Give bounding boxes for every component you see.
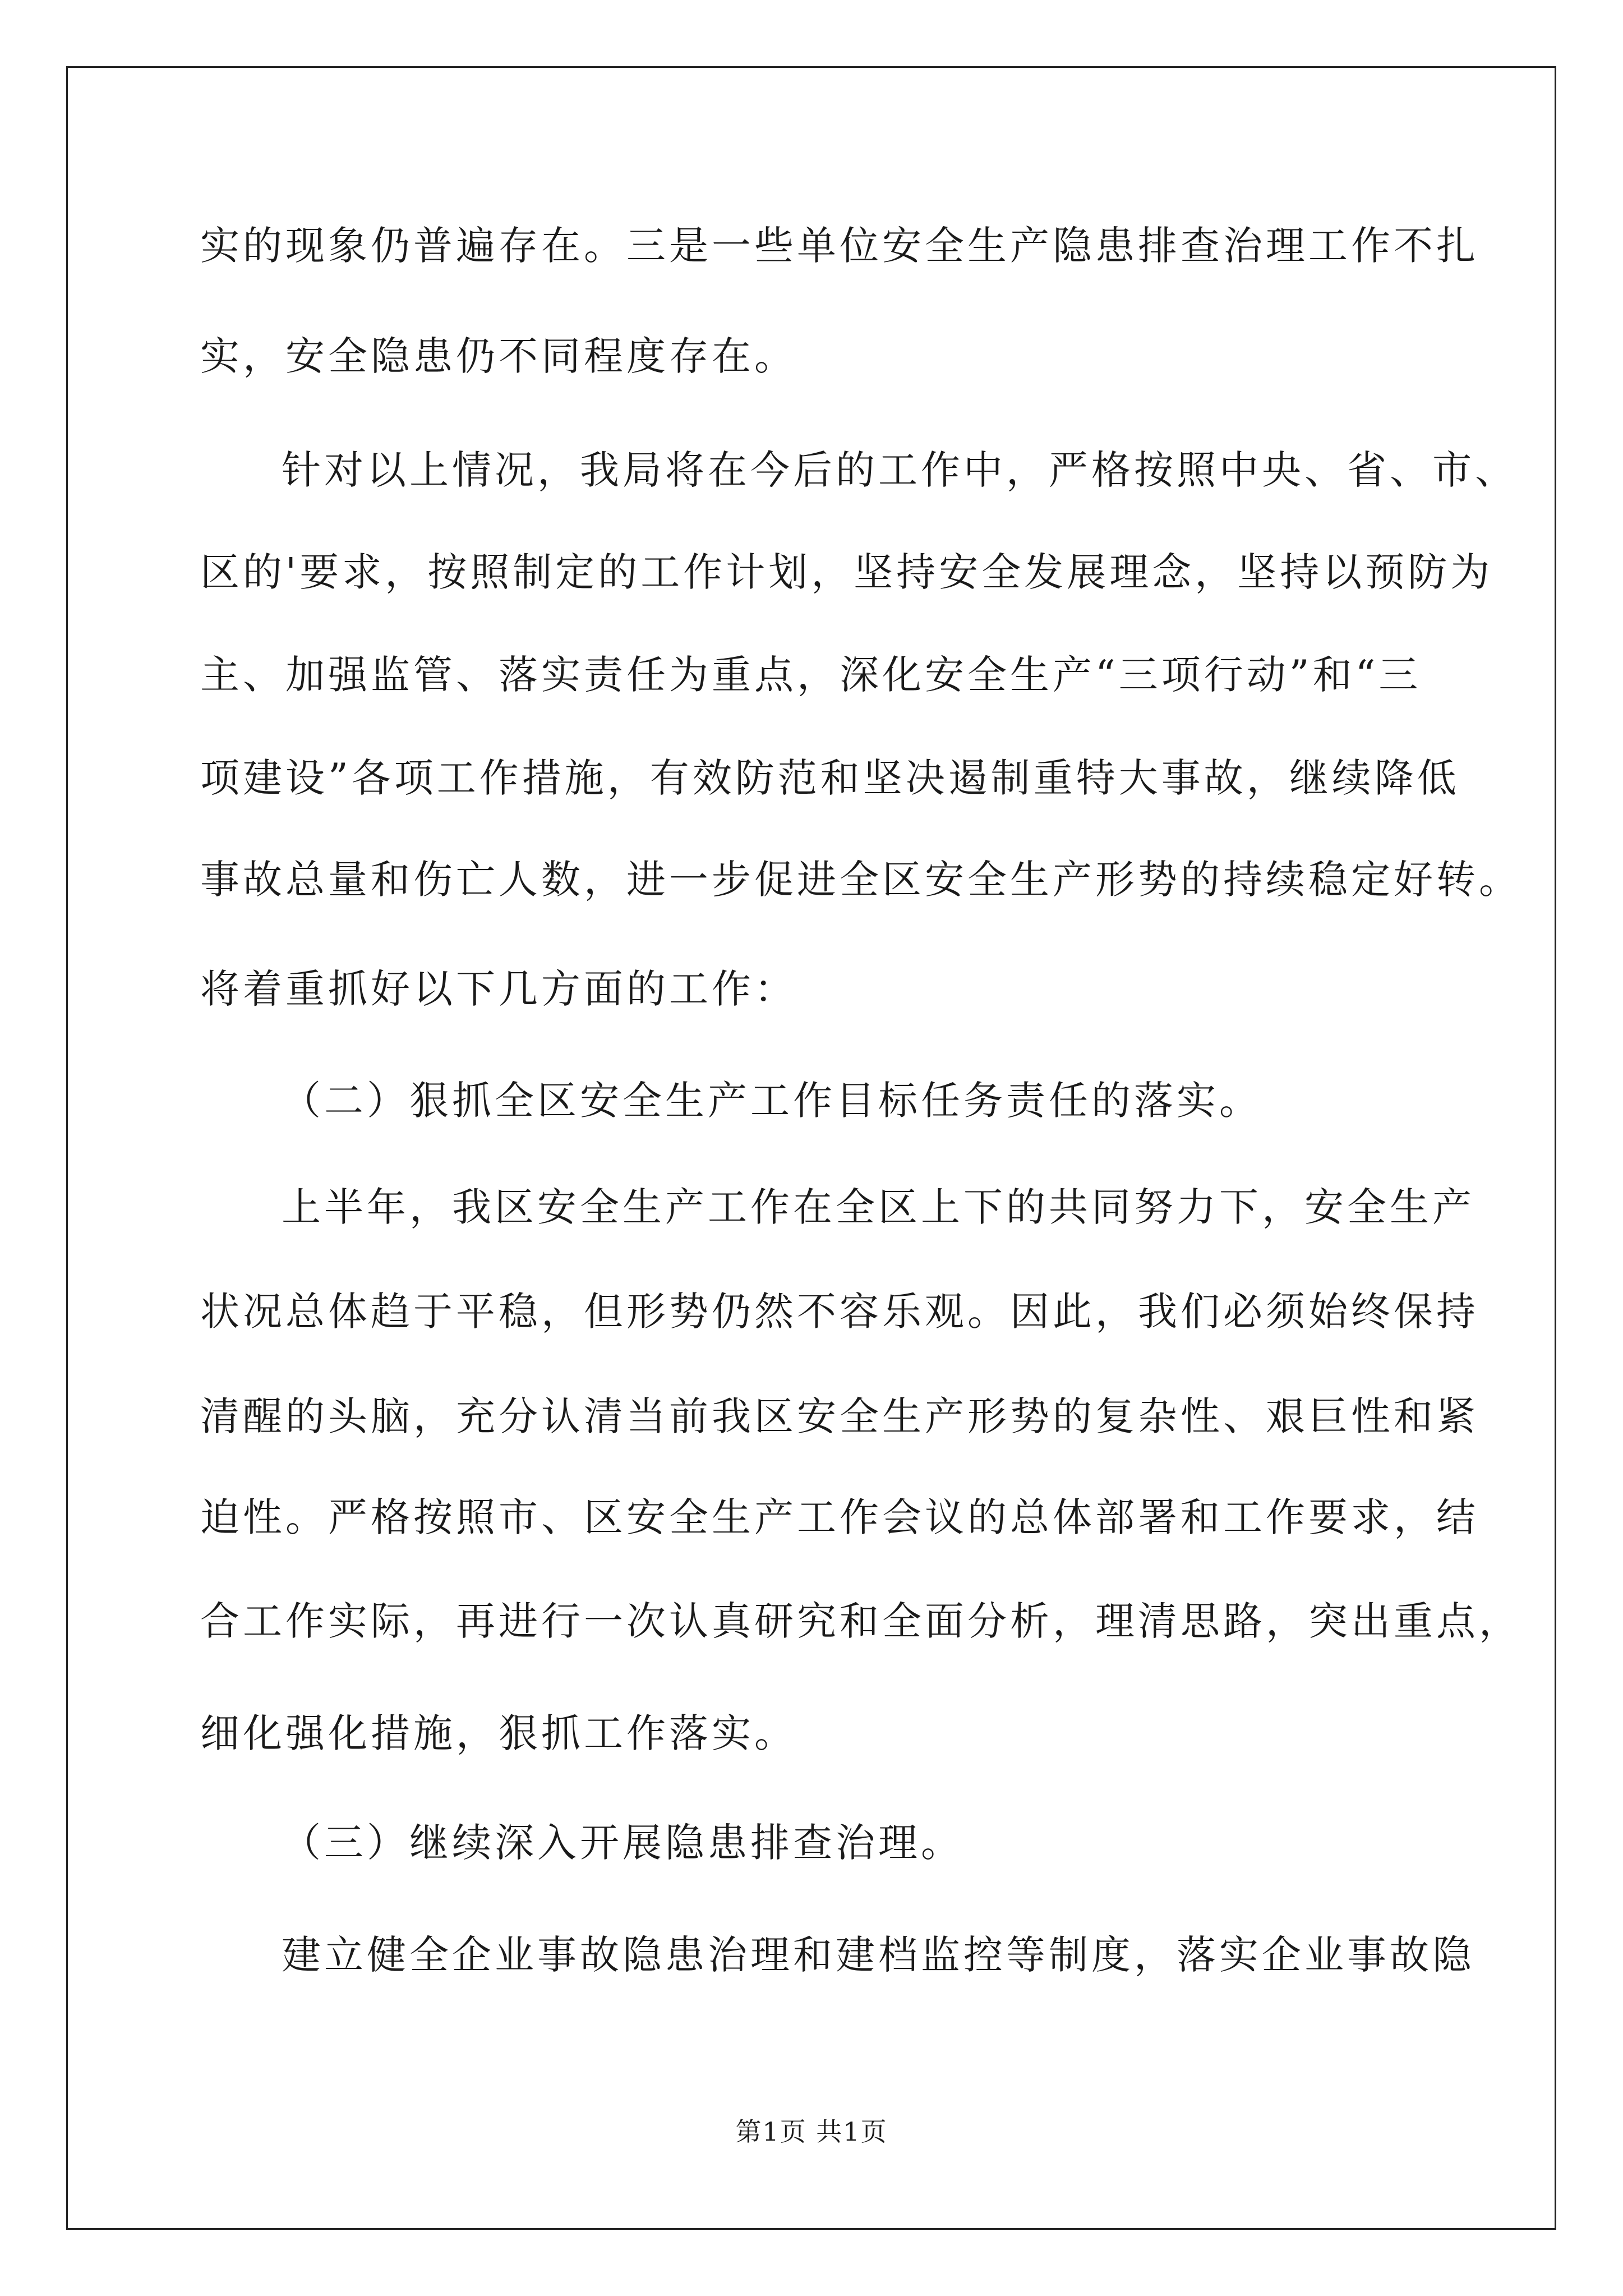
text-line: 细化强化措施，狠抓工作落实。 [200, 1710, 797, 1756]
page-number-footer: 第1页 共1页 [735, 2116, 888, 2147]
paragraph-first-line: 针对以上情况，我局将在今后的工作中，严格按照中央、省、市、 [282, 447, 1518, 493]
text-line: 实，安全隐患仍不同程度存在。 [200, 333, 797, 379]
paragraph-first-line: 建立健全企业事故隐患治理和建档监控等制度，落实企业事故隐 [282, 1932, 1475, 1978]
text-line: 主、加强监管、落实责任为重点，深化安全生产“三项行动”和“三 [200, 652, 1422, 698]
text-line: 区的'要求，按照制定的工作计划，坚持安全发展理念，坚持以预防为 [200, 549, 1493, 595]
text-line: 迫性。严格按照市、区安全生产工作会议的总体部署和工作要求，结 [200, 1494, 1479, 1540]
text-line: 实的现象仍普遍存在。三是一些单位安全生产隐患排查治理工作不扎 [200, 223, 1479, 269]
text-line: 状况总体趋于平稳，但形势仍然不容乐观。因此，我们必须始终保持 [200, 1289, 1479, 1335]
text-line: 清醒的头脑，充分认清当前我区安全生产形势的复杂性、艰巨性和紧 [200, 1393, 1479, 1439]
text-line: 将着重抓好以下几方面的工作： [200, 966, 797, 1012]
section-heading: （三）继续深入开展隐患排查治理。 [282, 1820, 963, 1866]
section-heading: （二）狠抓全区安全生产工作目标任务责任的落实。 [282, 1078, 1262, 1124]
text-line: 事故总量和伤亡人数，进一步促进全区安全生产形势的持续稳定好转。 [200, 857, 1521, 903]
text-line: 合工作实际，再进行一次认真研究和全面分析，理清思路，突出重点， [200, 1598, 1521, 1644]
paragraph-first-line: 上半年，我区安全生产工作在全区上下的共同努力下，安全生产 [282, 1184, 1475, 1230]
text-line: 项建设”各项工作措施，有效防范和坚决遏制重特大事故，继续降低 [200, 755, 1460, 801]
page-border [66, 66, 1556, 2230]
